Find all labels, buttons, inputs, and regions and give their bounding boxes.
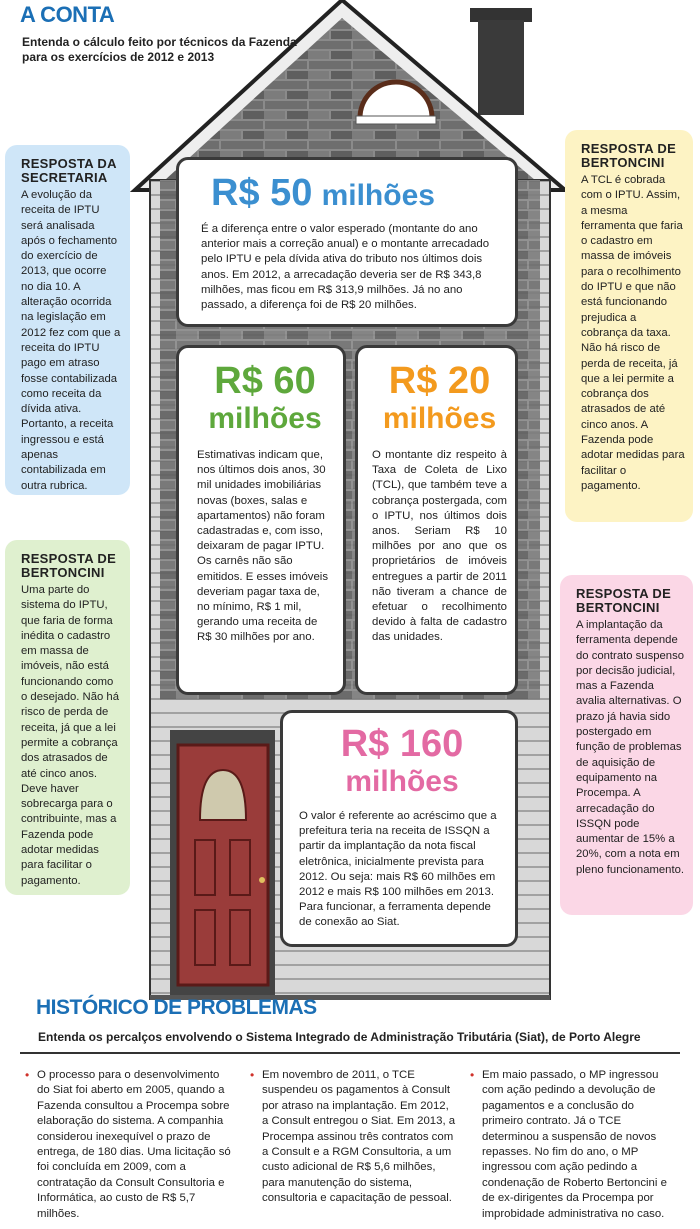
response-text: A implantação da ferramenta depende do contrato suspenso por decisão judicial, mas a Fazenda avalia alternativas. O prazo já havia sido postergado em função de problemas de aquisição de equipamento na Procempa. A arrecadação do ISSQN pode aumentar de 15% a 20%, com a nota em pleno funcionamento. (576, 619, 685, 876)
response-secretaria (5, 145, 130, 495)
response-text: Uma parte do sistema do IPTU, que faria de forma inédita o cadastro em massa de imóveis, não está funcionando como o desejado. Não há risco de perda de receita, já que a lei permite a cobrança dos atrasados de até cinco anos. Deve haver sobrecarga para o contribuinte, mas a Fazenda pode adotar medidas para facilitar o pagamento. (21, 584, 119, 887)
amount-value: R$ 20 (388, 360, 491, 402)
amount-unit: milhões (345, 765, 459, 798)
page-subtitle: Entenda o cálculo feito por técnicos da Fazenda para os exercícios de 2012 e 2013 (22, 35, 297, 64)
chimney-icon (470, 8, 532, 115)
response-text: A TCL é cobrada com o IPTU. Assim, a mesma ferramenta que faria o cadastro em massa de imóveis para o recolhimento do IPTU e que não está funcionando prejudica a cobrança da taxa. Não há risco de perda de receita, já que a lei permite a cobrança dos atrasados de até cinco anos. A Fazenda pode adotar medidas para facilitar o pagamento. (581, 174, 685, 492)
door-icon (170, 730, 275, 1000)
page-title: A CONTA (20, 2, 115, 27)
amount-unit: milhões (382, 402, 497, 435)
response-heading: RESPOSTA DE BERTONCINI (581, 141, 677, 170)
amount-card-160 (280, 710, 518, 947)
amount-value: R$ 50 (211, 172, 313, 214)
divider (20, 1052, 680, 1054)
amount-description: O montante diz respeito à Taxa de Coleta de Lixo (TCL), que também teve a cobrança postergada, com o IPTU, nos últimos dois anos. Seriam R$ 10 milhões por ano que os proprietários de imóveis entregues a partir de 2011 não tiveram a chance de efetuar o recolhimento devido à falta de cadastro das unidades. (372, 449, 507, 644)
response-text: A evolução da receita de IPTU será analisada após o fechamento do exercício de 2013, que ocorre no dia 10. A alteração ocorrida na legislação em 2012 fez com que a receita do IPTU pago em atraso fosse contabilizada como receita da dívida ativa. Portanto, a receita ingressou e está apenas contabilizada em outra rubrica. (21, 189, 121, 492)
history-item-text: Em maio passado, o MP ingressou com ação pedindo a devolução de pagamentos e a conclusão do primeiro contrato. Já o TCE determinou a suspensão de novos repasses. No fim do ano, o MP ingressou com ação pedindo a condenação de Roberto Bertoncini e de ex-dirigentes da Procempa por improbidade administrativa no caso. (482, 1069, 667, 1220)
amount-card-20 (355, 345, 518, 695)
response-bertoncini-issqn (560, 575, 693, 915)
amount-value: R$ 60 (214, 360, 316, 402)
amount-card-60 (176, 345, 346, 695)
response-bertoncini-tcl (565, 130, 693, 522)
amount-unit: milhões (321, 179, 435, 212)
amount-unit: milhões (208, 402, 322, 435)
history-item (25, 1068, 233, 1222)
bullet-icon: • (470, 1068, 475, 1082)
amount-value: R$ 160 (340, 723, 464, 765)
response-heading: RESPOSTA DE BERTONCINI (576, 586, 672, 615)
response-heading: RESPOSTA DE BERTONCINI (21, 551, 117, 580)
history-item-text: Em novembro de 2011, o TCE suspendeu os pagamentos à Consult por atraso na implantação. Em 2012, a Consult entregou o Siat. Em 2013, a Procempa assinou três contratos com a Consult e a RGM Consultoria, a um custo adicional de R$ 5,6 milhões, para manutenção do sistema, consultoria e capacitação de pessoal. (262, 1069, 456, 1205)
history-item (250, 1068, 458, 1207)
amount-card-50 (176, 157, 518, 327)
amount-description: Estimativas indicam que, nos últimos dois anos, 30 mil unidades imobiliárias novas (boxes, salas e apartamentos) não foram cadastradas e, com isso, deixaram de pagar IPTU. Os carnês não são emitidos. E esses imóveis deveriam pagar taxa de, no mínimo, R$ 1 mil, gerando uma receita de R$ 30 milhões por ano. (197, 449, 329, 644)
history-subtitle: Entenda os percalços envolvendo o Sistema Integrado de Administração Tributária (Siat), de Porto Alegre (38, 1030, 641, 1044)
amount-description: O valor é referente ao acréscimo que a prefeitura teria na receita de ISSQN a partir da implantação da nota fiscal eletrônica, inicialmente prevista para 2012. Ou seja: mais R$ 60 milhões em 2012 e mais R$ 100 milhões em 2013. Para funcionar, a ferramenta depende de conexão ao Siat. (299, 810, 497, 929)
bullet-icon: • (250, 1068, 255, 1082)
history-title: HISTÓRICO DE PROBLEMAS (36, 996, 317, 1019)
response-heading: RESPOSTA DA SECRETARIA (21, 156, 117, 185)
amount-description: É a diferença entre o valor esperado (montante do ano anterior mais a correção anual) e o montante arrecadado pelo IPTU e pela dívida ativa do tributo nos últimos dois anos. Em 2012, a arrecadação deveria ser de R$ 343,8 milhões, mas ficou em R$ 313,9 milhões. Já no ano passado, a diferença foi de R$ 20 milhões. (201, 223, 490, 312)
history-item (470, 1068, 678, 1222)
history-item-text: O processo para o desenvolvimento do Siat foi aberto em 2005, quando a Fazenda consultou a Procempa sobre elaboração do sistema. A companhia considerou inexequível o prazo de entrega, de 180 dias. Uma licitação só foi concluída em 2009, com a contratação da Consult Consultoria e Informática, ao custo de R$ 5,7 milhões. (37, 1069, 231, 1220)
bullet-icon: • (25, 1068, 30, 1082)
response-bertoncini-iptu (5, 540, 130, 895)
